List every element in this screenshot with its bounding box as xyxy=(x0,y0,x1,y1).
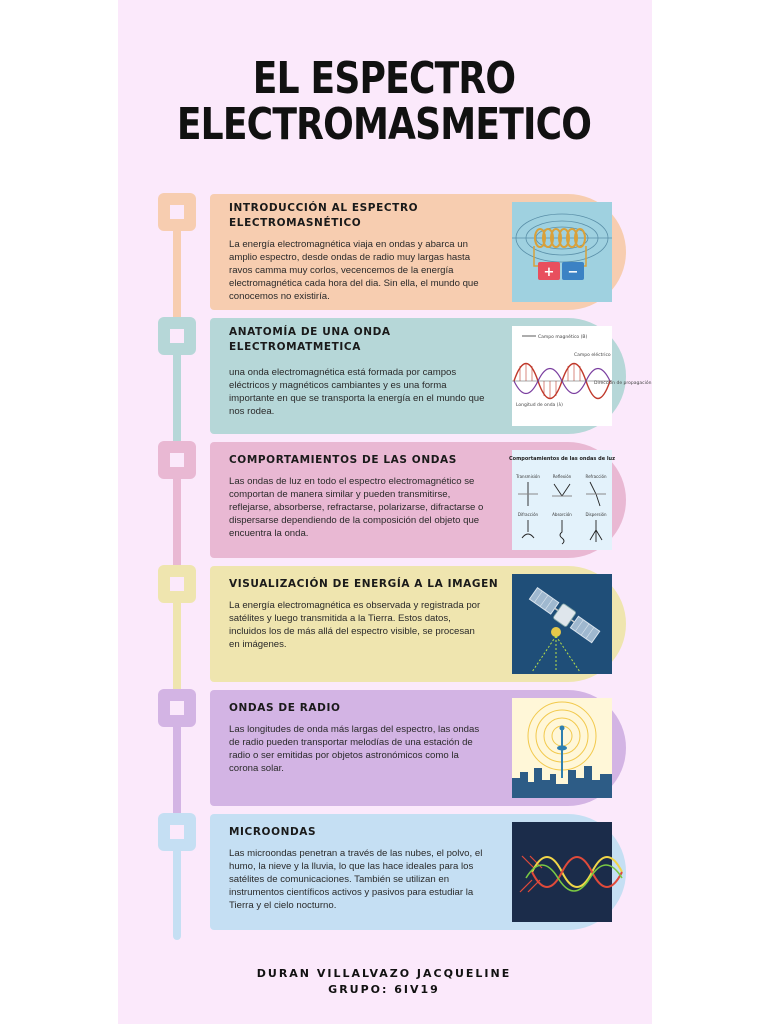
section-title: INTRODUCCIÓN AL ESPECTRO ELECTROMASNÉTICO xyxy=(229,202,419,229)
label-direction: Dirección de propagación xyxy=(594,381,652,386)
footer-group: GRUPO: 6IV19 xyxy=(328,983,440,996)
section-card-comportamientos xyxy=(210,442,626,558)
section-text: La energía electromagnética es observada y registrada por satélites y luego transmitida a la Tierra. Estos datos, incluidos los de más allá del espectro visible, se procesan en imágenes. xyxy=(229,600,481,650)
minus-label: − xyxy=(567,265,579,280)
magnetic-field-icon xyxy=(512,202,612,302)
footer-author: DURAN VILLALVAZO JACQUELINE xyxy=(256,967,512,980)
section-text: Las ondas de luz en todo el espectro electromagnético se comportan de manera similar y pueden transmitirse, reflejarse, absorberse, refractarse, polarizarse, difractarse o dispersarse dependiendo de la composición del objeto que encuentra la onda. xyxy=(229,476,484,539)
label-wavelength: Longitud de onda (λ) xyxy=(516,403,563,408)
page-title-line-2: ELECTROMASMETICO xyxy=(176,99,592,150)
section-title: MICROONDAS xyxy=(229,826,317,838)
section-card-anatomia xyxy=(210,318,652,434)
section-title: ANATOMÍA DE UNA ONDA ELECTROMATMETICA xyxy=(229,326,391,353)
label-transmision: Transmisión xyxy=(516,474,540,479)
label-refraccion: Refracción xyxy=(585,474,607,479)
label-difraccion: Difracción xyxy=(517,512,539,517)
timeline-marker-1 xyxy=(158,193,196,231)
page-title-line-1: EL ESPECTRO xyxy=(252,53,516,104)
section-card-microondas xyxy=(210,814,626,930)
section-text: Las longitudes de onda más largas del espectro, las ondas de radio pueden transportar melodías de una estación de radio o ser emitidas por objetos astronómicos como la corona solar. xyxy=(229,724,480,774)
timeline-marker-6 xyxy=(158,813,196,851)
satellite-icon xyxy=(512,574,612,674)
timeline-marker-2 xyxy=(158,317,196,355)
radio-tower-icon xyxy=(512,698,612,798)
plus-label: + xyxy=(543,265,555,280)
section-card-introduccion xyxy=(210,194,626,310)
section-text: Las microondas penetran a través de las nubes, el polvo, el humo, la nieve y la lluvia, lo que las hace ideales para los satélites de comunicaciones. También se utilizan en instrumentos científicos activos y pasivos para estudiar la Tierra y el cielo nocturno. xyxy=(229,848,483,911)
section-title: ONDAS DE RADIO xyxy=(229,702,341,714)
behaviors-heading: Comportamientos de las ondas de luz xyxy=(508,456,616,462)
label-dispersion: Dispersión xyxy=(585,512,607,517)
label-magnetic: Campo magnético (B) xyxy=(538,335,588,340)
section-title: VISUALIZACIÓN DE ENERGÍA A LA IMAGEN xyxy=(229,578,499,590)
label-electric: Campo eléctrico xyxy=(574,353,611,358)
timeline-marker-5 xyxy=(158,689,196,727)
timeline-marker-3 xyxy=(158,441,196,479)
microwave-waves-icon xyxy=(512,822,612,922)
section-card-visualizacion xyxy=(210,566,626,682)
section-text: una onda electromagnética está formada por campos eléctricos y magnéticos cambiantes y es una forma importante en que se transporta la energía en el mundo que nos rodea. xyxy=(229,367,485,417)
wave-behaviors-icon xyxy=(508,450,616,550)
section-title: COMPORTAMIENTOS DE LAS ONDAS xyxy=(229,454,457,466)
label-reflexion: Reflexión xyxy=(552,474,572,479)
em-wave-diagram-icon xyxy=(512,326,652,426)
label-absorcion: Absorción xyxy=(552,512,572,517)
section-card-ondas-radio xyxy=(210,690,626,806)
timeline-marker-4 xyxy=(158,565,196,603)
section-text: La energía electromagnética viaja en ondas y abarca un amplio espectro, desde ondas de radio muy largas hasta ravos camma muy corlos, vecencemos de la energía electromagnética cada hora del dia. Sin ella, el mundo que conocemos no existiría. xyxy=(229,239,479,302)
